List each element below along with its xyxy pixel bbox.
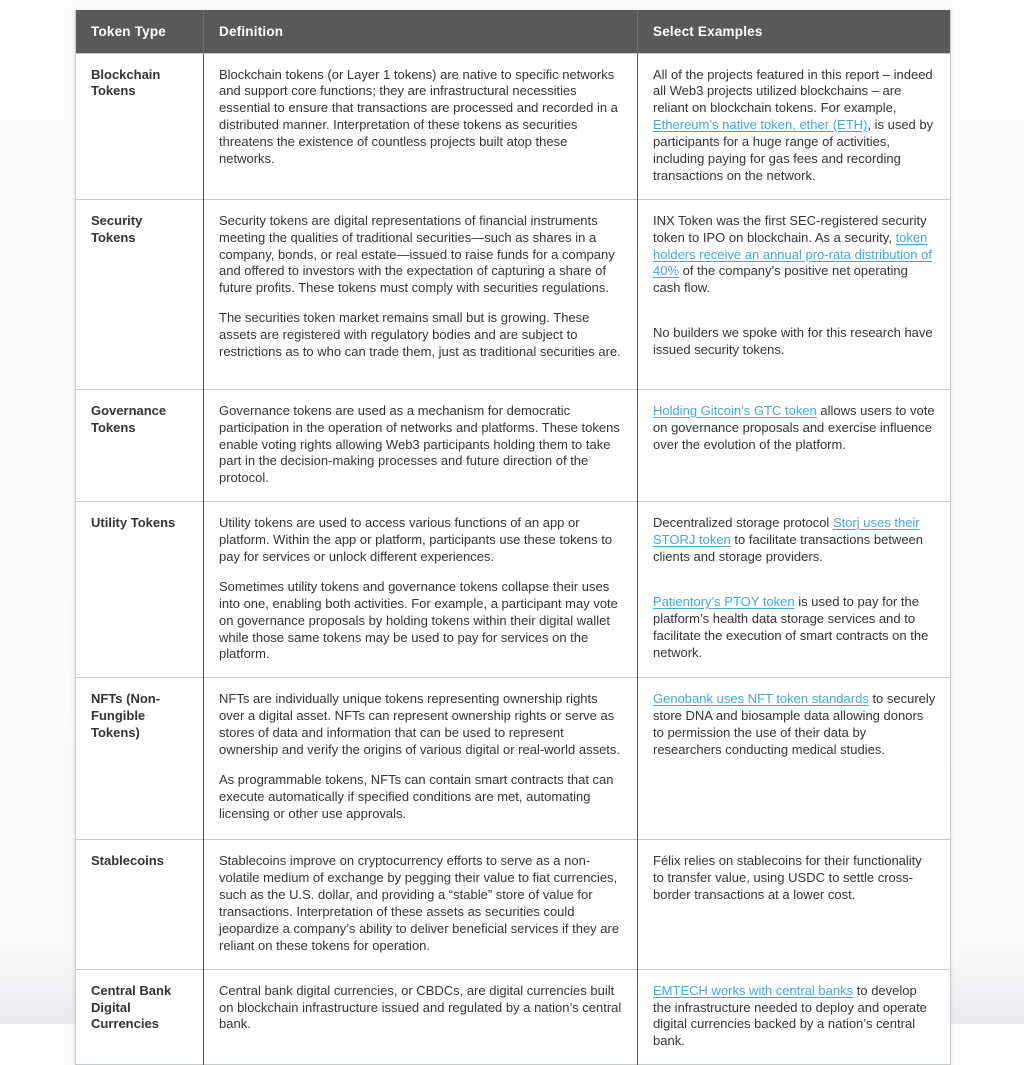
example-paragraph — [653, 403, 936, 454]
table-row — [76, 678, 951, 840]
column-header-definition: Definition — [204, 10, 638, 53]
column-header-token-type: Token Type — [76, 10, 204, 53]
example-text: Decentralized storage protocol — [653, 515, 833, 531]
example-link[interactable]: Genobank uses NFT token standards — [653, 691, 869, 707]
example-text: INX Token was the first SEC-registered security token to IPO on blockchain. As a security, — [653, 212, 927, 245]
definition-cell — [204, 53, 638, 199]
definition-paragraph: Governance tokens are used as a mechanism for democratic participation in the operation of networks and platforms. These tokens enable voting rights allowing Web3 participants holding them to take part in the decision-making processes and future direction of the protocol. — [219, 402, 620, 486]
table-row — [76, 840, 951, 969]
example-text: to securely store DNA and biosample data allowing donors to permission the use of their data by researchers conducting medical studies. — [653, 691, 936, 757]
token-types-table-container — [75, 10, 950, 1065]
example-link[interactable]: Storj uses their STORJ token — [653, 515, 920, 548]
token-type-cell: Governance Tokens — [76, 389, 204, 501]
definition-cell — [204, 389, 638, 501]
token-type-cell: Security Tokens — [76, 199, 204, 389]
example-paragraph — [653, 515, 936, 566]
definition-cell — [204, 969, 638, 1065]
examples-cell — [638, 678, 951, 840]
examples-cell — [638, 502, 951, 678]
example-text: to facilitate transactions between clients and storage providers. — [653, 532, 924, 564]
definition-paragraph: Central bank digital currencies, or CBDCs, are digital currencies built on blockchain infrastructure issued and regulated by a nation’s central bank. — [219, 982, 622, 1032]
examples-cell — [638, 969, 951, 1065]
definition-cell — [204, 502, 638, 678]
example-paragraph — [653, 67, 936, 185]
table-header — [76, 10, 951, 53]
example-text: allows users to vote on governance proposals and exercise influence over the evolution of the platform. — [653, 402, 935, 452]
table-row — [76, 502, 951, 678]
definition-paragraph: Stablecoins improve on cryptocurrency efforts to serve as a non-volatile medium of exchange by pegging their value to fiat currencies, such as the U.S. dollar, and providing a “stable” store of value for transactions. Interpretation of these assets as securities could jeopardize a company’s ability to deliver beneficial services if they are reliant on these tokens for operation. — [219, 853, 620, 953]
example-text: All of the projects featured in this report – indeed all Web3 projects utilized blockchains – are reliant on blockchain tokens. For example, — [653, 66, 933, 116]
column-header-select-examples: Select Examples — [638, 10, 951, 53]
definition-paragraph: Blockchain tokens (or Layer 1 tokens) are native to specific networks and support core functions; they are infrastructural necessities essential to ensure that transactions are processed and recorded in a distributed manner. Interpretation of these tokens as securities threatens the existence of countless projects built atop these networks. — [219, 66, 618, 166]
examples-cell — [638, 840, 951, 969]
example-text: of the company’s positive net operating cash flow. — [653, 263, 908, 296]
definition-cell — [204, 199, 638, 389]
example-paragraph — [653, 594, 936, 662]
definition-paragraph: NFTs are individually unique tokens representing ownership rights over a digital asset. NFTs can represent ownership rights or serve as stores of data and information that can be used to represent ownership and verify the origins of various digital or real-world assets. — [219, 691, 621, 757]
example-paragraph — [653, 853, 936, 904]
examples-cell — [638, 53, 951, 199]
example-text: to develop the infrastructure needed to deploy and operate digital currencies backed by a nation’s central bank. — [653, 982, 927, 1049]
definition-paragraph: As programmable tokens, NFTs can contain smart contracts that can execute automatically if specified conditions are met, automating licensing or other use approvals. — [219, 771, 614, 821]
example-paragraph — [653, 691, 936, 759]
definition-paragraph: Utility tokens are used to access various functions of an app or platform. Within the app or platform, participants use these tokens to pay for services or unlock different experiences. — [219, 515, 613, 564]
table-row — [76, 389, 951, 501]
token-types-table — [75, 10, 951, 1065]
example-link[interactable]: Holding Gitcoin’s GTC token — [653, 402, 817, 418]
token-type-cell: Utility Tokens — [76, 502, 204, 678]
token-type-cell: Blockchain Tokens — [76, 53, 204, 199]
examples-cell — [638, 199, 951, 389]
example-paragraph — [653, 213, 936, 297]
definition-paragraph: Security tokens are digital representations of financial instruments meeting the qualities of traditional securities—such as shares in a company, bonds, or real estate—issued to raise funds for a company and offered to investors with the expectation of capturing a share of future profits. These tokens must comply with securities regulations. — [219, 212, 615, 296]
example-paragraph — [653, 983, 936, 1051]
example-link[interactable]: EMTECH works with central banks — [653, 982, 854, 998]
definition-cell — [204, 678, 638, 840]
token-type-cell: Central Bank Digital Currencies — [76, 969, 204, 1065]
definition-paragraph: The securities token market remains small but is growing. These assets are registered with regulatory bodies and are subject to restrictions as to who can trade them, just as traditional securities are. — [219, 310, 621, 359]
example-text: Félix relies on stablecoins for their functionality to transfer value, using USDC to settle cross-border transactions at a lower cost. — [653, 853, 922, 903]
table-body — [76, 53, 951, 1065]
example-paragraph — [653, 325, 936, 359]
examples-cell — [638, 389, 951, 501]
example-link[interactable]: Patientory’s PTOY token — [653, 593, 795, 609]
token-type-cell: Stablecoins — [76, 840, 204, 969]
token-type-cell: NFTs (Non-Fungible Tokens) — [76, 678, 204, 840]
example-link[interactable]: token holders receive an annual pro-rata distribution of 40% — [653, 229, 932, 279]
example-text: , is used by participants for a huge range of activities, including paying for gas fees and recording transactions on the network. — [653, 117, 934, 183]
example-link[interactable]: Ethereum’s native token, ether (ETH) — [653, 117, 868, 133]
table-row — [76, 53, 951, 199]
table-row — [76, 969, 951, 1065]
definition-paragraph: Sometimes utility tokens and governance tokens collapse their uses into one, enabling both activities. For example, a participant may vote on governance proposals by holding tokens within their digital wallet while those same tokens may be used to pay for services on the platform. — [219, 578, 618, 662]
example-text: No builders we spoke with for this research have issued security tokens. — [653, 325, 933, 358]
example-text: is used to pay for the platform’s health data storage services and to facilitate the execution of smart contracts on the network. — [653, 593, 929, 660]
definition-cell — [204, 840, 638, 969]
table-row — [76, 199, 951, 389]
